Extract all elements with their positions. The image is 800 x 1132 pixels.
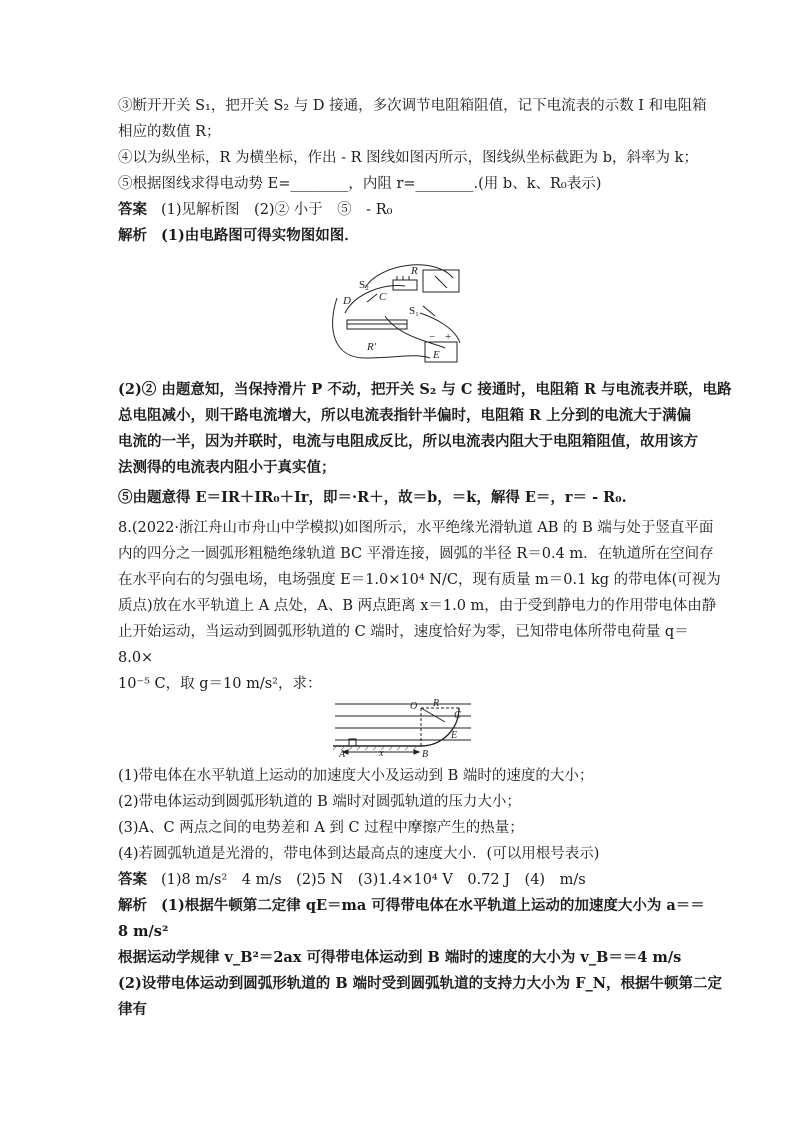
analysis-label-2: 解析 [118,897,147,914]
analysis-line-9: 根据运动学规律 v_B²＝2ax 可得带电体运动到 B 端时的速度的大小为 v_B＝＝4 m/s [118,949,682,966]
analysis-line-7 [118,896,705,916]
answer-text-2: (1)8 m/s² 4 m/s (2)5 N (3)1.4×10⁴ V 0.72 J (4) m/s [161,872,586,888]
question-1: (1)带电体在水平轨道上运动的加速度大小及运动到 B 端时的速度的大小； [118,768,594,784]
circuit-label-s1: S₁ [409,305,419,317]
circuit-label-plus: + [445,331,452,343]
circuit-label-rprime: R′ [367,341,377,353]
track-figure [333,694,478,760]
analysis-text-7: (1)根据牛顿第二定律 qE＝ma 可得带电体在水平轨道上运动的加速度大小为 a＝＝ [161,897,705,914]
analysis-line-11: 律有 [118,1001,147,1018]
circuit-label-e: E [433,349,440,361]
track-label-b: B [422,749,429,760]
circuit-label-c: C [379,291,387,303]
question-3: (3)A、C 两点之间的电势差和 A 到 C 过程中摩擦产生的热量； [118,820,524,836]
question-2: (2)带电体运动到圆弧形轨道的 B 端时对圆弧轨道的压力大小； [118,794,521,810]
circuit-label-d: D [343,295,351,307]
problem-8-line-6: 8.0× [118,650,154,666]
circuit-label-minus: − [429,331,436,343]
circuit-label-r: R [411,265,418,277]
analysis-text-1: (1)由电路图可得实物图如图． [161,227,359,244]
circuit-label-s2: S₂ [359,279,369,291]
problem-8-line-3: 在水平向右的匀强电场，电场强度 E＝1.0×10⁴ N/C，现有质量 m＝0.1 kg 的带电体(可视为 [118,572,721,588]
track-label-a: A [339,749,346,760]
track-label-e: E [451,730,458,741]
track-label-x: x [379,748,384,759]
track-label-o: O [410,701,418,712]
answer-text-1: (1)见解析图 (2)② 小于 ⑤ - R₀ [161,202,393,218]
analysis-line-6: ⑤由题意得 E＝IR＋IR₀＋Ir，即＝·R＋，故＝b，＝k，解得 E＝，r＝ - R₀. [118,489,627,506]
analysis-line-8: 8 m/s² [118,923,169,940]
analysis-line-10: (2)设带电体运动到圆弧形轨道的 B 端时受到圆弧轨道的支持力大小为 F_N，根据牛顿第二定 [118,975,723,992]
track-label-r: R [433,698,440,709]
question-4: (4)若圆弧轨道是光滑的，带电体到达最高点的速度大小．(可以用根号表示) [118,846,600,862]
problem-8-line-7: 10⁻⁵ C，取 g＝10 m/s²，求： [118,676,322,692]
analysis-line-4: 电流的一半，因为并联时，电流与电阻成反比，所以电流表内阻大于电阻箱阻值，故用该方 [118,433,698,450]
problem-8-line-4: 质点)放在水平轨道上 A 点处，A、B 两点距离 x＝1.0 m，由于受到静电力的作用带电体由静 [118,598,717,614]
step-3-line-1: ③断开开关 S₁，把开关 S₂ 与 D 接通，多次调节电阻箱阻值，记下电流表的示数 I 和电阻箱 [118,98,707,114]
analysis-line-3: 总电阻减小，则干路电流增大，所以电流表指针半偏时，电阻箱 R 上分到的电流大于满偏 [118,407,692,424]
answer-line-2 [118,870,586,890]
answer-label-2: 答案 [118,871,147,888]
step-3-line-2: 相应的数值 R； [118,124,221,140]
analysis-line-5: 法测得的电流表内阻小于真实值； [118,459,336,476]
problem-8-line-5: 止开始运动，当运动到圆弧形轨道的 C 端时，速度恰好为零，已知带电体所带电荷量 q＝ [118,624,689,640]
answer-label: 答案 [118,201,147,218]
problem-8-line-1: 8.(2022·浙江舟山市舟山中学模拟)如图所示，水平绝缘光滑轨道 AB 的 B 端与处于竖直平面 [118,520,714,536]
analysis-label: 解析 [118,227,147,244]
problem-8-line-2: 内的四分之一圆弧形粗糙绝缘轨道 BC 平滑连接，圆弧的半径 R＝0.4 m．在轨道所在空间存 [118,546,714,562]
analysis-line-2: (2)② 由题意知，当保持滑片 P 不动，把开关 S₂ 与 C 接通时，电阻箱 R 与电流表并联，电路 [118,381,732,398]
circuit-figure [325,258,475,370]
answer-line-1 [118,200,392,220]
analysis-line-1 [118,226,359,246]
step-5-line: ⑤根据图线求得电动势 E=________，内阻 r=________.(用 b、k、R₀表示) [118,176,602,192]
step-4-line: ④以为纵坐标，R 为横坐标，作出 - R 图线如图丙所示，图线纵坐标截距为 b，斜率为 k； [118,150,698,166]
track-label-c: C [454,710,461,721]
